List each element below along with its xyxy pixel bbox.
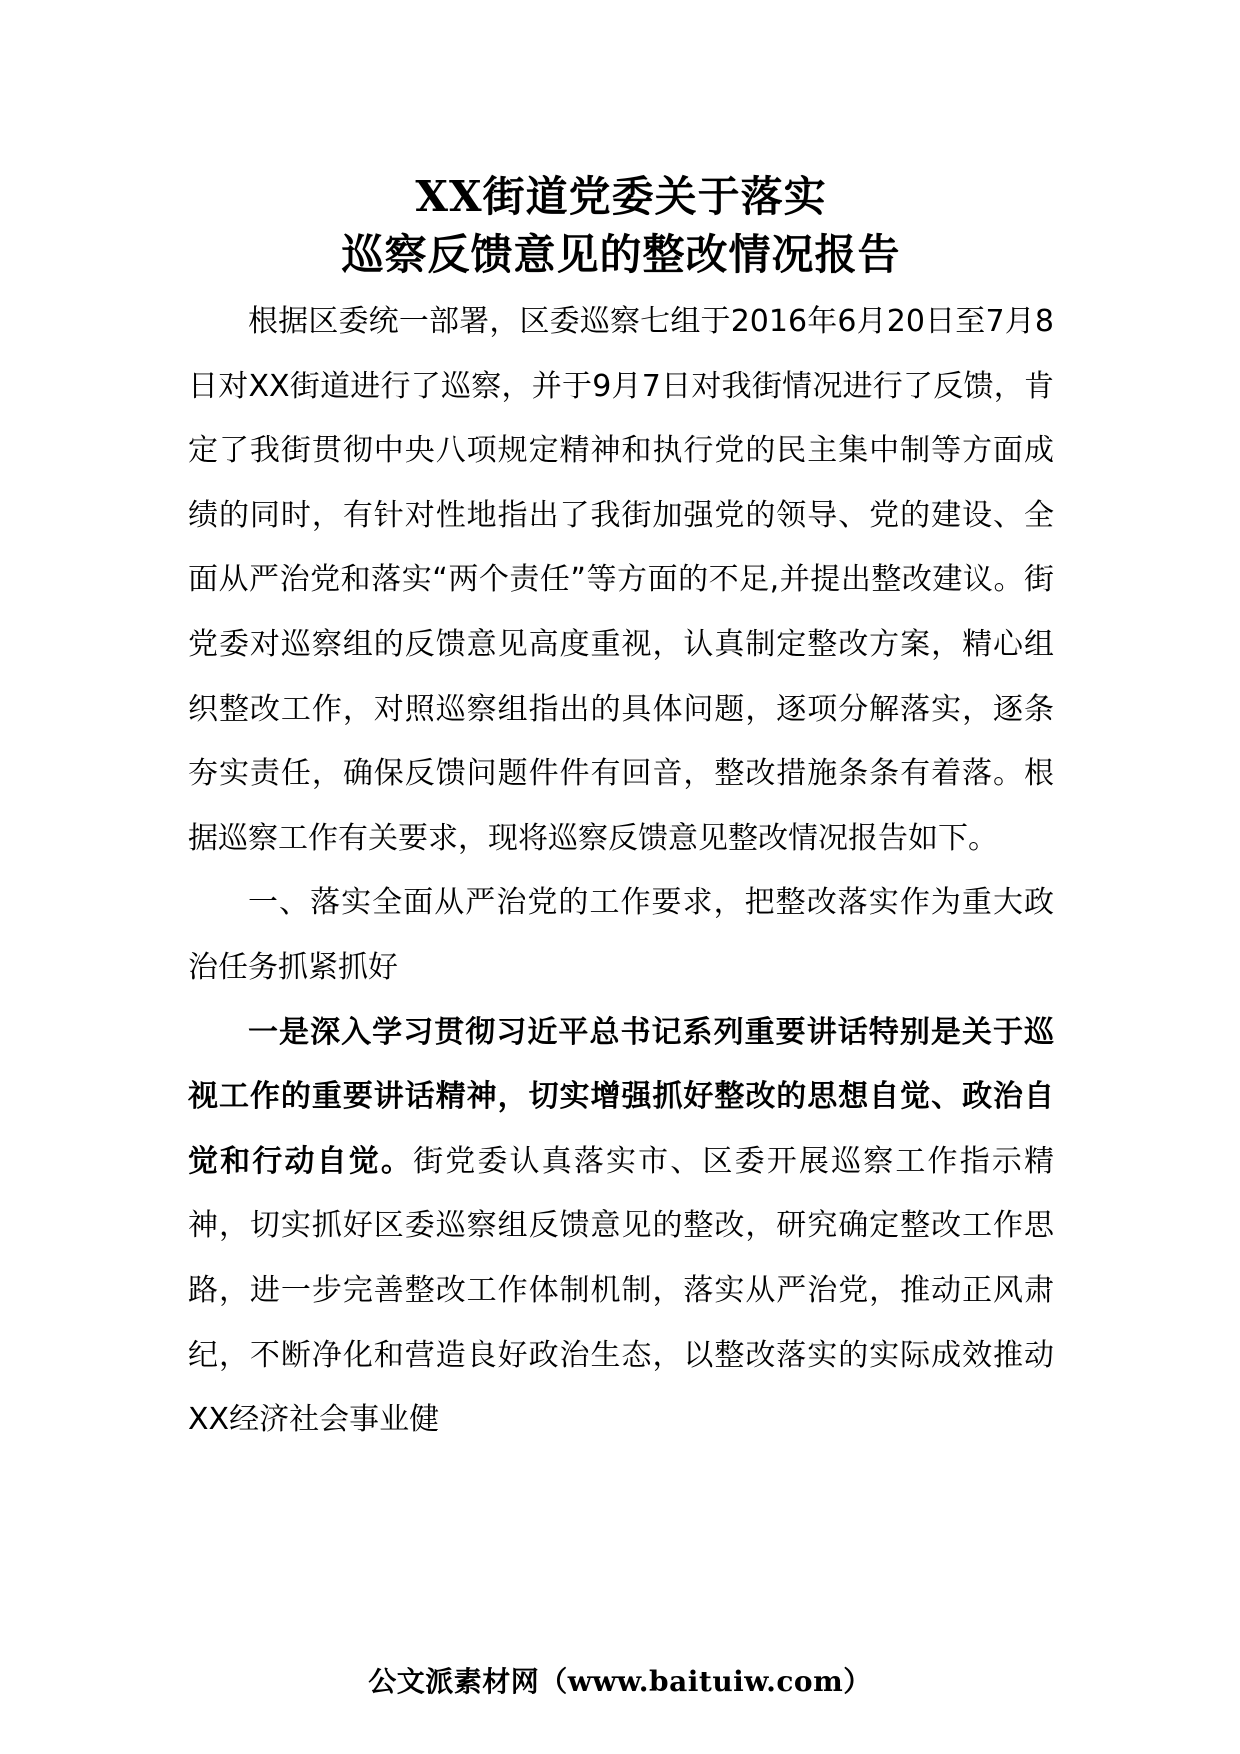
paragraph-intro [188, 290, 1054, 871]
document-body [188, 168, 1054, 1453]
document-title-line-1: XX街道党委关于落实 [415, 172, 827, 221]
page-footer-watermark: 公文派素材网（www.baituiw.com） [368, 1665, 872, 1698]
section-heading-1 [188, 871, 1054, 1000]
paragraph-intro-text: 根据区委统一部署，区委巡察七组于2016年6月20日至7月8日对XX街道进行了巡察，并于9月7日对我街情况进行了反馈，肯定了我街贯彻中央八项规定精神和执行党的民主集中制等方面成绩的同时，有针对性地指出了我街加强党的领导、党的建设、全面从严治党和落实“两个责任”等方面的不足,并提出整改建议。街党委对巡察组的反馈意见高度重视，认真制定整改方案，精心组织整改工作，对照巡察组指出的具体问题，逐项分解落实，逐条夯实责任，确保反馈问题件件有回音，整改措施条条有着落。根据巡察工作有关要求，现将巡察反馈意见整改情况报告如下。 [188, 304, 1054, 856]
document-title-line-2: 巡察反馈意见的整改情况报告 [341, 230, 901, 279]
section-heading-1-text: 一、落实全面从严治党的工作要求，把整改落实作为重大政治任务抓紧抓好 [188, 885, 1054, 985]
paragraph-point-1-lead: 一是深入学习贯彻习近平总书记系列重要讲话特别是关于巡视工作的重要讲话精神，切实增强抓好整改的思想自觉、政治自觉和行动自觉。 [188, 1014, 1054, 1179]
paragraph-point-1-text: 街党委认真落实市、区委开展巡察工作指示精神，切实抓好区委巡察组反馈意见的整改，研究确定整改工作思路，进一步完善整改工作体制机制，落实从严治党，推动正风肃纪，不断净化和营造良好政治生态，以整改落实的实际成效推动XX经济社会事业健 [188, 1143, 1055, 1438]
paragraph-point-1 [188, 1001, 1054, 1453]
